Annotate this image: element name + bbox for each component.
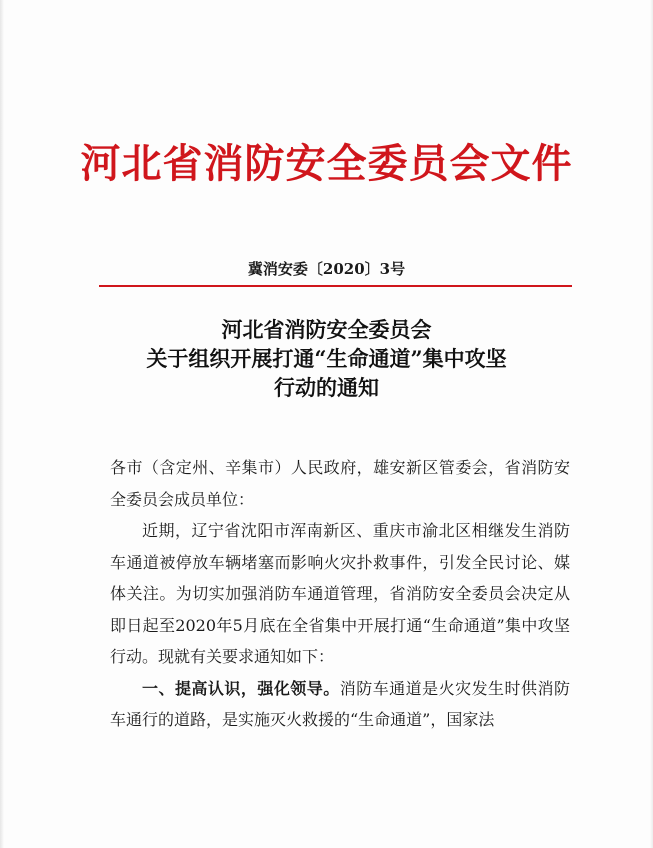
salutation-paragraph: 各市（含定州、辛集市）人民政府，雄安新区管委会，省消防安全委员会成员单位： — [110, 458, 570, 509]
notice-title-line-1: 河北省消防安全委员会 — [221, 317, 432, 342]
notice-body — [110, 452, 570, 736]
body-paragraph-1: 近期，辽宁省沈阳市浑南新区、重庆市渝北区相继发生消防车通道被停放车辆堵塞而影响火灾扑救事件，引发全民讨论、媒体关注。为切实加强消防车通道管理，省消防安全委员会决定从即日起至2020年5月底在全省集中开展打通“生命通道”集中攻坚行动。现就有关要求通知如下： — [110, 521, 570, 666]
issuing-authority-header: 河北省消防安全委员会文件 — [80, 140, 573, 187]
red-separator-rule — [99, 285, 572, 287]
body-paragraph-2 — [110, 673, 570, 736]
section-text-1: 消防车通道是火灾发生时供消防车通行的道路，是实施灭火救援的“生命通道”，国家法 — [110, 678, 570, 729]
notice-title-line-3: 行动的通知 — [274, 375, 379, 400]
notice-title-line-2: 关于组织开展打通“生命通道”集中攻坚 — [146, 346, 507, 371]
scan-edge-left — [0, 0, 4, 848]
document-number: 冀消安委〔2020〕3号 — [247, 260, 406, 278]
notice-title — [0, 315, 653, 402]
section-heading-1: 一、提高认识，强化领导。 — [142, 678, 340, 698]
